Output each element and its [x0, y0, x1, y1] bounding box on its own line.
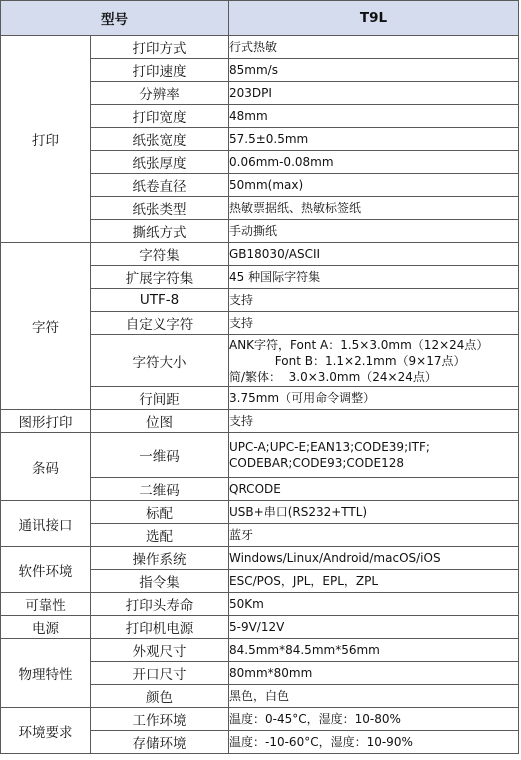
- spec-body: [1, 36, 519, 754]
- spec-row: [1, 708, 519, 731]
- value-cell: [229, 685, 519, 708]
- attribute-cell: 选配: [91, 524, 229, 547]
- value-cell: [229, 243, 519, 266]
- value-line: CODEBAR;CODE93;CODE128: [229, 456, 404, 470]
- attribute-cell: 二维码: [91, 478, 229, 501]
- value-cell: [229, 433, 519, 478]
- attribute-cell: 打印机电源: [91, 616, 229, 639]
- value-line: 行式热敏: [229, 40, 278, 54]
- value-cell: [229, 387, 519, 410]
- category-cell: 图形打印: [1, 410, 91, 433]
- attribute-cell: 打印宽度: [91, 105, 229, 128]
- value-line: 57.5±0.5mm: [229, 132, 309, 146]
- attribute-cell: 行间距: [91, 387, 229, 410]
- value-cell: [229, 128, 519, 151]
- value-cell: [229, 662, 519, 685]
- attribute-cell: 自定义字符: [91, 312, 229, 335]
- spec-row: [1, 593, 519, 616]
- attribute-cell: 纸张宽度: [91, 128, 229, 151]
- value-line: 50mm(max): [229, 178, 304, 192]
- attribute-cell: 扩展字符集: [91, 266, 229, 289]
- attribute-cell: 一维码: [91, 433, 229, 478]
- value-cell: [229, 708, 519, 731]
- value-line: 84.5mm*84.5mm*56mm: [229, 643, 380, 657]
- value-line: UPC-A;UPC-E;EAN13;CODE39;ITF;: [229, 440, 430, 454]
- category-cell: 环境要求: [1, 708, 91, 754]
- value-line: 黑色，白色: [229, 689, 290, 703]
- value-cell: [229, 59, 519, 82]
- spec-row: [1, 547, 519, 570]
- attribute-cell: 标配: [91, 501, 229, 524]
- value-line: 支持: [229, 293, 254, 307]
- value-cell: [229, 105, 519, 128]
- value-line: 50Km: [229, 597, 264, 611]
- value-cell: [229, 570, 519, 593]
- category-cell: 可靠性: [1, 593, 91, 616]
- value-line: 203DPI: [229, 86, 272, 100]
- attribute-cell: 字符集: [91, 243, 229, 266]
- value-line: 5-9V/12V: [229, 620, 285, 634]
- attribute-cell: 打印头寿命: [91, 593, 229, 616]
- spec-row: [1, 616, 519, 639]
- value-line: 0.06mm-0.08mm: [229, 155, 334, 169]
- value-line: 85mm/s: [229, 63, 278, 77]
- spec-row: [1, 501, 519, 524]
- value-line: 简/繁体： 3.0×3.0mm（24×24点）: [229, 369, 437, 384]
- value-cell: [229, 731, 519, 754]
- value-cell: [229, 289, 519, 312]
- value-line: QRCODE: [229, 482, 281, 496]
- value-cell: [229, 312, 519, 335]
- category-cell: 条码: [1, 433, 91, 501]
- attribute-cell: 纸张类型: [91, 197, 229, 220]
- attribute-cell: UTF-8: [91, 289, 229, 312]
- value-line: 支持: [229, 316, 254, 330]
- attribute-cell: 指令集: [91, 570, 229, 593]
- value-cell: [229, 524, 519, 547]
- value-line: GB18030/ASCII: [229, 247, 321, 261]
- value-line: ESC/POS，JPL，EPL，ZPL: [229, 574, 379, 588]
- category-cell: 字符: [1, 243, 91, 410]
- value-line: 温度：-10-60°C，湿度：10-90%: [229, 735, 413, 749]
- attribute-cell: 外观尺寸: [91, 639, 229, 662]
- attribute-cell: 开口尺寸: [91, 662, 229, 685]
- value-line: USB+串口(RS232+TTL): [229, 505, 368, 519]
- attribute-cell: 分辨率: [91, 82, 229, 105]
- attribute-cell: 字符大小: [91, 335, 229, 387]
- value-cell: [229, 501, 519, 524]
- value-cell: [229, 639, 519, 662]
- value-line: 3.75mm（可用命令调整）: [229, 391, 376, 405]
- spec-row: [1, 410, 519, 433]
- value-line: 48mm: [229, 109, 268, 123]
- attribute-cell: 打印速度: [91, 59, 229, 82]
- value-cell: [229, 36, 519, 59]
- header-row: [1, 1, 519, 36]
- value-cell: [229, 616, 519, 639]
- spec-row: [1, 433, 519, 478]
- value-line: 80mm*80mm: [229, 666, 313, 680]
- attribute-cell: 位图: [91, 410, 229, 433]
- value-cell: [229, 174, 519, 197]
- attribute-cell: 颜色: [91, 685, 229, 708]
- spec-row: [1, 639, 519, 662]
- category-cell: 打印: [1, 36, 91, 243]
- value-line: 热敏票据纸、热敏标签纸: [229, 201, 362, 215]
- value-line: 支持: [229, 414, 254, 428]
- value-cell: [229, 478, 519, 501]
- spec-row: [1, 243, 519, 266]
- value-line: Font B：1.1×2.1mm（9×17点）: [229, 353, 466, 368]
- value-line: ANK字符，Font A：1.5×3.0mm（12×24点）: [229, 337, 489, 352]
- spec-row: [1, 36, 519, 59]
- category-cell: 软件环境: [1, 547, 91, 593]
- attribute-cell: 打印方式: [91, 36, 229, 59]
- attribute-cell: 工作环境: [91, 708, 229, 731]
- value-cell: [229, 220, 519, 243]
- attribute-cell: 撕纸方式: [91, 220, 229, 243]
- attribute-cell: 存储环境: [91, 731, 229, 754]
- value-cell: [229, 197, 519, 220]
- value-line: 温度：0-45°C，湿度：10-80%: [229, 712, 401, 726]
- category-cell: 物理特性: [1, 639, 91, 708]
- category-cell: 通讯接口: [1, 501, 91, 547]
- category-cell: 电源: [1, 616, 91, 639]
- value-cell: [229, 593, 519, 616]
- value-line: 手动撕纸: [229, 224, 278, 238]
- value-line: 45 种国际字符集: [229, 270, 321, 284]
- value-cell: [229, 266, 519, 289]
- attribute-cell: 操作系统: [91, 547, 229, 570]
- value-cell: [229, 547, 519, 570]
- value-cell: [229, 82, 519, 105]
- attribute-cell: 纸卷直径: [91, 174, 229, 197]
- value-line: 蓝牙: [229, 528, 254, 542]
- value-cell: [229, 151, 519, 174]
- value-line: Windows/Linux/Android/macOS/iOS: [229, 551, 441, 565]
- model-header-label: 型号: [1, 1, 229, 36]
- value-cell: [229, 335, 519, 387]
- value-cell: [229, 410, 519, 433]
- attribute-cell: 纸张厚度: [91, 151, 229, 174]
- model-header-value: T9L: [229, 1, 519, 36]
